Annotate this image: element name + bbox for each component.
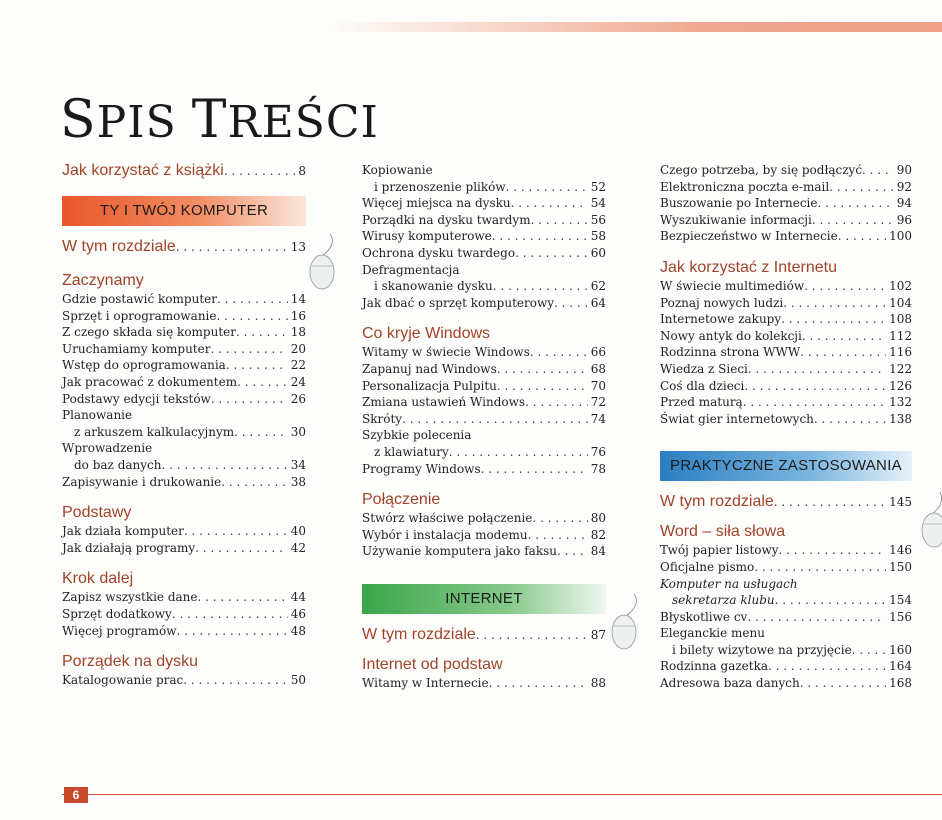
toc-entry[interactable]: Wyszukiwanie informacji . . . 96 [660,212,912,229]
section-heading: Word – siła słowa [660,523,786,541]
toc-entry[interactable]: Więcej miejsca na dysku . . . 54 [362,195,606,212]
toc-entry[interactable]: Podstawy edycji tekstów . . . 26 [62,391,306,408]
toc-entry-line1[interactable]: Defragmentacja [362,262,460,277]
toc-entry[interactable]: Używanie komputera jako faksu . . . 84 [362,543,606,560]
toc-entry[interactable]: Zapisywanie i drukowanie . . . 38 [62,474,306,491]
toc-entry-chapter-intro[interactable]: W tym rozdziale . . . 87 [362,626,606,644]
toc-entry[interactable]: Wybór i instalacja modemu . . . 82 [362,527,606,544]
toc-entry[interactable]: Nowy antyk do kolekcji . . . 112 [660,328,912,345]
footer-rule [62,794,942,795]
toc-entry-line1[interactable]: Komputer na usługach [660,576,798,591]
toc-entry[interactable]: Zapisz wszystkie dane . . . 44 [62,589,306,606]
page-number-badge: 6 [64,787,88,803]
toc-entry-line1[interactable]: Wprowadzenie [62,441,153,456]
toc-entry-chapter-intro[interactable]: W tym rozdziale . . . 13 [62,238,306,256]
toc-entry[interactable]: Jak działają programy . . . 42 [62,540,306,557]
toc-entry[interactable]: Zmiana ustawień Windows . . . 72 [362,394,606,411]
toc-entry-line1[interactable]: Kopiowanie [362,163,433,177]
toc-entry[interactable]: z arkuszem kalkulacyjnym . . . 30 [62,424,306,441]
toc-entry[interactable]: Sprzęt i oprogramowanie . . . 16 [62,308,306,325]
toc-entry[interactable]: Przed maturą . . . 132 [660,394,912,411]
top-decor-bar [330,22,942,32]
toc-entry[interactable]: Personalizacja Pulpitu . . . 70 [362,378,606,395]
toc-entry[interactable]: Programy Windows . . . 78 [362,461,606,478]
toc-column-3 [660,162,912,692]
toc-entry[interactable]: Sprzęt dodatkowy . . . 46 [62,606,306,623]
toc-entry[interactable]: Stwórz właściwe połączenie . . . 80 [362,510,606,527]
toc-entry[interactable]: do baz danych . . . 34 [62,457,306,474]
section-heading: Podstawy [62,504,132,522]
section-heading: Połączenie [362,491,441,509]
toc-entry[interactable]: Jak pracować z dokumentem . . . 24 [62,374,306,391]
toc-entry[interactable]: Skróty . . . 74 [362,411,606,428]
toc-entry[interactable]: Wirusy komputerowe . . . 58 [362,228,606,245]
toc-entry[interactable]: Poznaj nowych ludzi . . . 104 [660,295,912,312]
mouse-icon [902,490,942,550]
toc-entry[interactable]: Uruchamiamy komputer . . . 20 [62,341,306,358]
toc-entry[interactable]: sekretarza klubu . . . 154 [660,592,912,609]
chapter-banner-ty-i-twoj-komputer: TY I TWÓJ KOMPUTER [62,196,306,226]
toc-entry[interactable]: Więcej programów . . . 48 [62,623,306,640]
section-heading: Zaczynamy [62,272,144,289]
toc-entry[interactable]: W świecie multimediów . . . 102 [660,278,912,295]
toc-entry-line1[interactable]: Planowanie [62,408,133,423]
toc-entry[interactable]: Świat gier internetowych . . . 138 [660,411,912,428]
toc-entry[interactable]: Jak działa komputer . . . 40 [62,523,306,540]
toc-entry[interactable]: Ochrona dysku twardego . . . 60 [362,245,606,262]
section-heading: Porządek na dysku [62,653,199,671]
toc-entry-intro[interactable]: Jak korzystać z książki . . . 8 [62,162,306,180]
section-heading: Internet od podstaw [362,655,503,673]
toc-entry[interactable]: Gdzie postawić komputer . . . 14 [62,291,306,308]
section-heading: Co kryje Windows [362,325,491,343]
toc-entry[interactable]: i skanowanie dysku . . . 62 [362,278,606,295]
toc-entry[interactable]: Wiedza z Sieci . . . 122 [660,361,912,378]
toc-entry[interactable]: Witamy w świecie Windows . . . 66 [362,344,606,361]
toc-column-2 [362,162,606,691]
chapter-banner-internet: INTERNET [362,584,606,614]
mouse-icon [300,232,340,292]
toc-entry-line1[interactable]: Szybkie polecenia [362,428,472,443]
mouse-icon [600,592,640,652]
toc-entry-chapter-intro[interactable]: W tym rozdziale . . . 145 [660,493,912,511]
toc-entry[interactable]: Elektroniczna poczta e-mail . . . 92 [660,179,912,196]
toc-entry[interactable]: Oficjalne pismo . . . 150 [660,559,912,576]
toc-entry[interactable]: Bezpieczeństwo w Internecie . . . 100 [660,228,912,245]
toc-entry[interactable]: Z czego składa się komputer . . . 18 [62,324,306,341]
toc-entry-line1[interactable]: Eleganckie menu [660,626,765,641]
toc-entry[interactable]: Porządki na dysku twardym . . . 56 [362,212,606,229]
toc-entry[interactable]: Adresowa baza danych . . . 168 [660,675,912,692]
section-heading: Krok dalej [62,570,134,588]
toc-entry[interactable]: i bilety wizytowe na przyjęcie . . . 160 [660,642,912,659]
toc-entry[interactable]: Rodzinna gazetka . . . 164 [660,658,912,675]
toc-entry[interactable]: Witamy w Internecie . . . 88 [362,675,606,692]
toc-entry[interactable]: Zapanuj nad Windows . . . 68 [362,361,606,378]
toc-entry[interactable]: Czego potrzeba, by się podłączyć . . . 90 [660,162,912,179]
toc-entry[interactable]: Jak dbać o sprzęt komputerowy . . . 64 [362,295,606,312]
toc-entry[interactable]: Coś dla dzieci . . . 126 [660,378,912,395]
toc-entry[interactable]: i przenoszenie plików . . . 52 [362,179,606,196]
toc-entry[interactable]: Buszowanie po Internecie . . . 94 [660,195,912,212]
section-heading: Jak korzystać z Internetu [660,258,837,276]
toc-entry[interactable]: Twój papier listowy . . . 146 [660,542,912,559]
toc-entry[interactable]: Błyskotliwe cv . . . 156 [660,609,912,626]
page-title: SPIS TREŚCI [60,90,379,150]
toc-entry[interactable]: Internetowe zakupy . . . 108 [660,311,912,328]
toc-entry[interactable]: Wstęp do oprogramowania . . . 22 [62,357,306,374]
toc-column-1 [62,162,306,689]
chapter-banner-praktyczne-zastosowania: PRAKTYCZNE ZASTOSOWANIA [660,451,912,481]
toc-entry[interactable]: z klawiatury . . . 76 [362,444,606,461]
toc-entry[interactable]: Rodzinna strona WWW . . . 116 [660,344,912,361]
toc-entry[interactable]: Katalogowanie prac . . . 50 [62,672,306,689]
